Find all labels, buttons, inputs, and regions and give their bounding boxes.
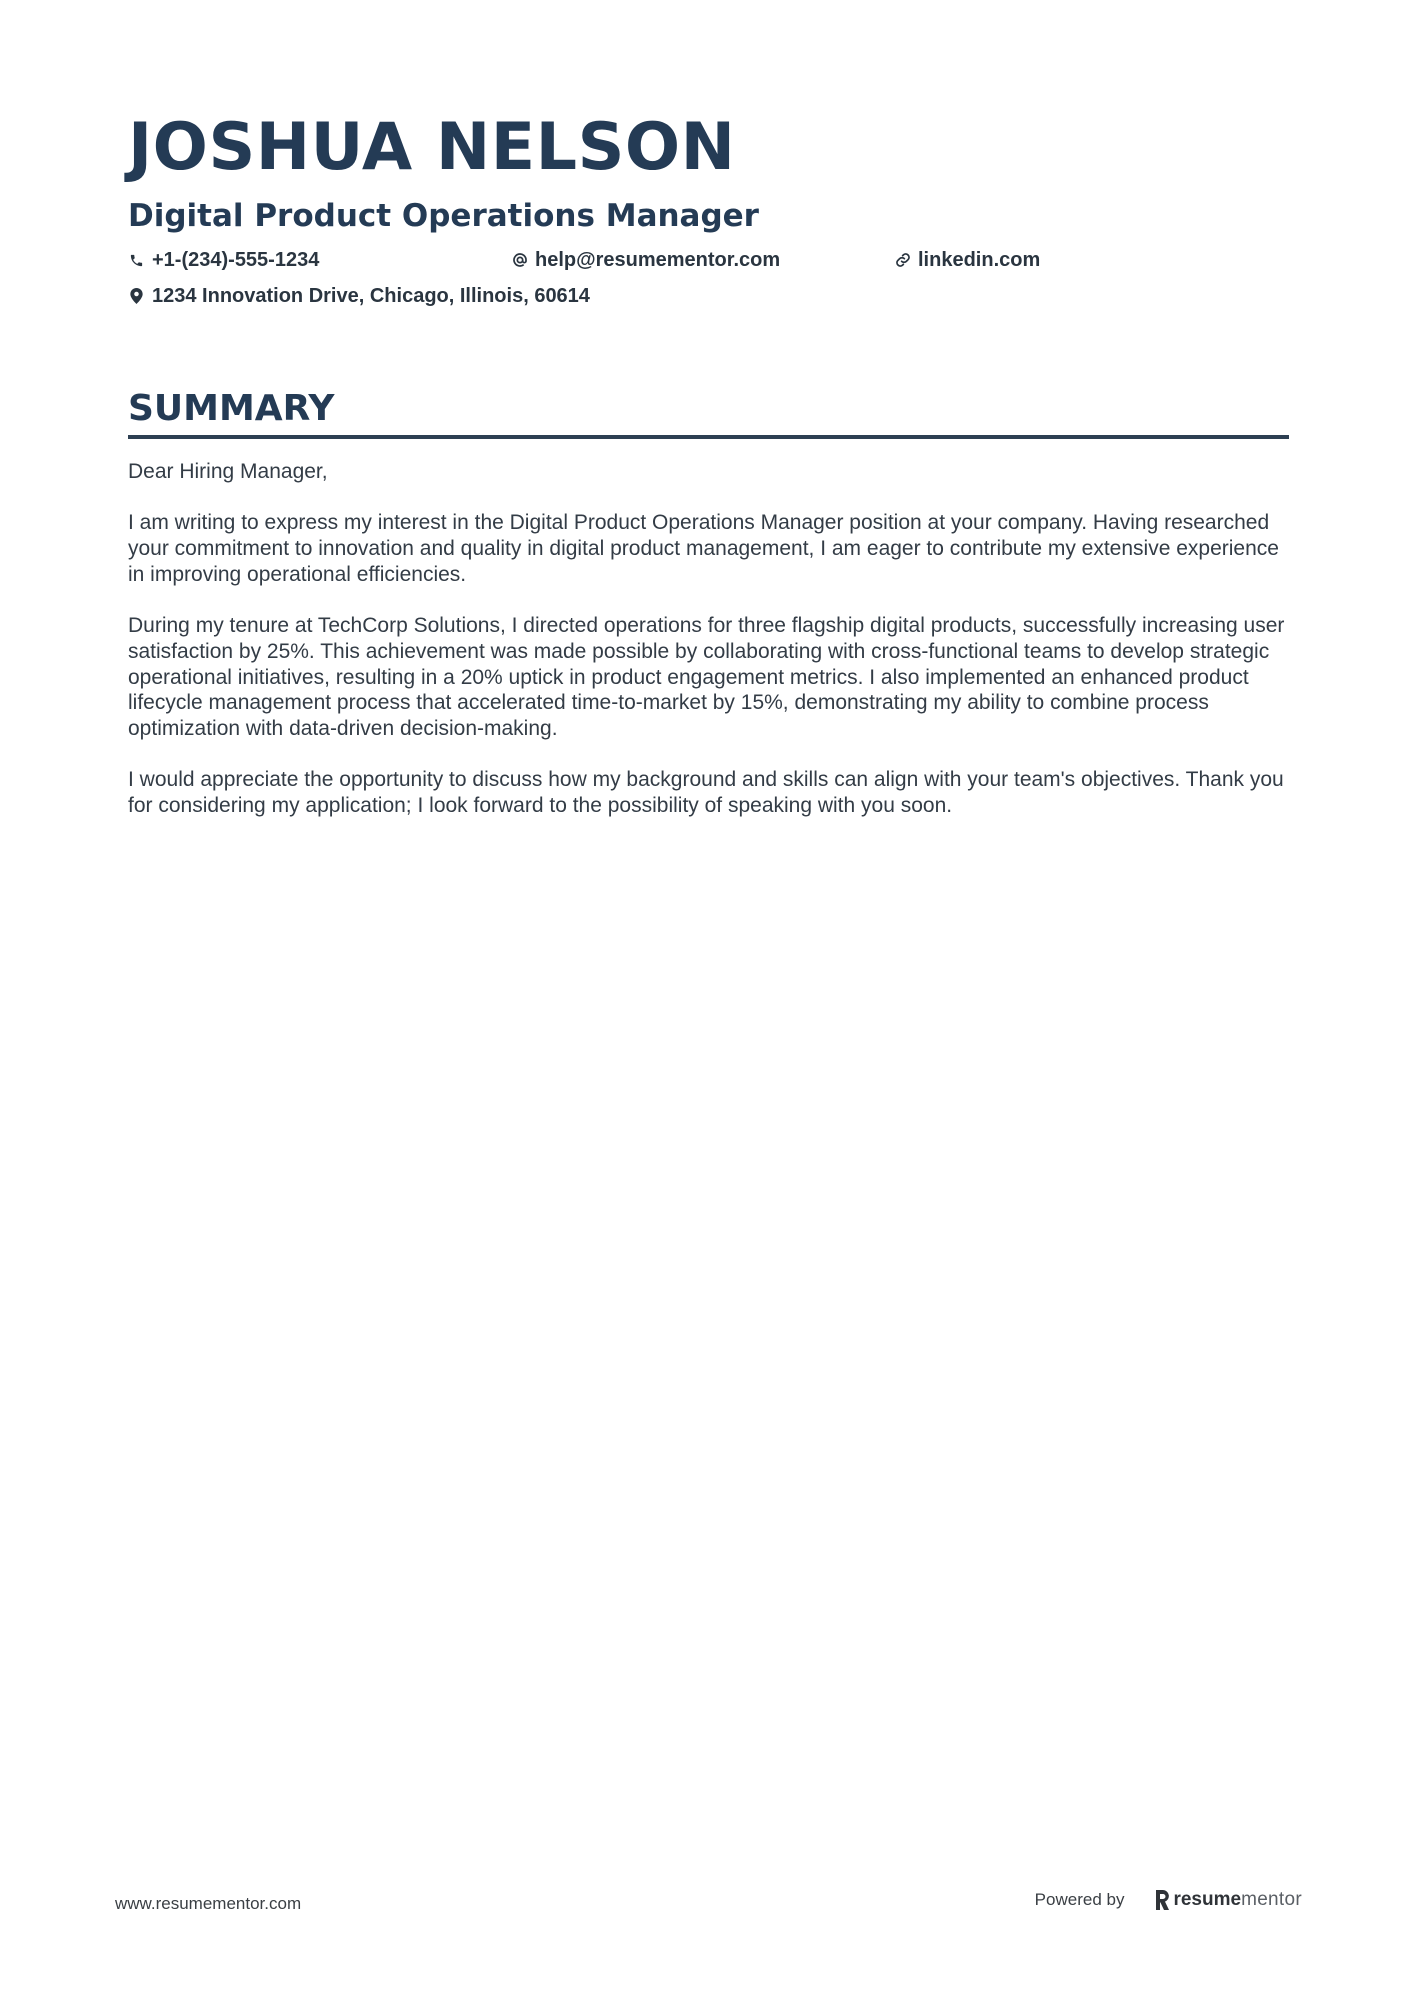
resume-header [128,108,1288,314]
email-link[interactable]: help@resumementor.com [535,248,781,271]
brand-name-bold: resume [1173,1889,1242,1910]
letter-paragraph: I would appreciate the opportunity to discuss how my background and skills can align with your team's objectives. Thank you for considering my application; I look forward to the possibility of speaking with you soon. [128,768,1284,818]
section-heading: SUMMARY [128,388,335,429]
letter-body [128,459,1289,819]
salutation: Dear Hiring Manager, [128,460,328,483]
contact-row [128,242,1288,278]
powered-by-label: Powered by [1034,1890,1125,1909]
map-pin-icon [128,288,145,305]
brand-logo[interactable] [1154,1889,1302,1911]
at-icon [511,252,528,269]
letter-paragraph: During my tenure at TechCorp Solutions, I directed operations for three flagship digital products, successfully increasing user satisfaction by 25%. This achievement was made possible by collaborating with cross-functional teams to develop strategic operational initiatives, resulting in a 20% uptick in product engagement metrics. I also implemented an enhanced product lifecycle management process that accelerated time-to-market by 15%, demonstrating my ability to combine process optimization with data-driven decision-making. [128,614,1285,740]
footer-branding [1035,1889,1302,1911]
footer-website-link[interactable]: www.resumementor.com [115,1894,302,1913]
contact-address [128,278,590,314]
summary-section [128,385,1289,844]
candidate-name: JOSHUA NELSON [128,110,736,185]
link-icon [894,252,911,269]
job-title: Digital Product Operations Manager [128,198,759,234]
phone-text: +1-(234)-555-1234 [152,248,320,271]
address-row [128,278,1288,314]
section-divider [128,435,1289,439]
phone-icon [128,252,145,269]
brand-name-light: mentor [1241,1889,1302,1910]
contact-phone [128,242,319,278]
contact-website [894,242,1040,278]
website-link[interactable]: linkedin.com [918,248,1041,271]
address-text: 1234 Innovation Drive, Chicago, Illinois, 60614 [152,284,590,307]
contact-email [511,242,780,278]
letter-paragraph: I am writing to express my interest in the Digital Product Operations Manager position at your company. Having researched your commitment to innovation and quality in digital product management, I am eager to contribute my extensive experience in improving operational efficiencies. [128,511,1279,586]
resumementor-logo-icon [1154,1890,1170,1910]
